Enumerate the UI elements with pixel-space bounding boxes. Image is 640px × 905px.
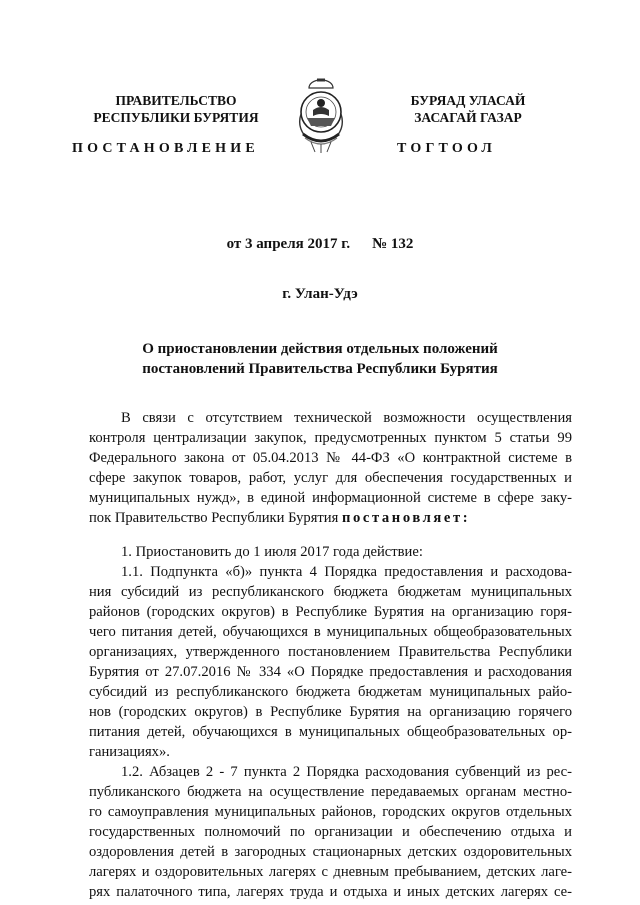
text-line: государственных полномочий по организации и обеспечению отдыха и [89, 824, 572, 840]
text-line: организациях, утвержденного постановлением Правительства Республики [89, 644, 572, 660]
header-right-line-1: БУРЯАД УЛАСАЙ [410, 93, 526, 108]
text-line: сфере закупок товаров, работ, услуг для обеспечения государственных и [89, 470, 572, 486]
text-line: 1.2. Абзацев 2 - 7 пункта 2 Порядка расходования субвенций из рес- [121, 764, 572, 780]
text-line: 1.1. Подпункта «б)» пункта 4 Порядка предоставления и расходова- [121, 564, 572, 580]
text-line: нов (городских округов) в Республике Бурятия на организацию горячего [89, 704, 572, 720]
resolves-colon: : [462, 510, 468, 526]
text-line: районов (городских округов) в Республике Бурятия на организацию горя- [89, 604, 572, 620]
text-line: лагерях и оздоровительных лагерях с дневным пребыванием, детских лаге- [89, 864, 572, 880]
header-right-block [358, 92, 578, 126]
text-line: В связи с отсутствием технической возможности осуществления [121, 410, 572, 426]
text-line: муниципальных нужд», в единой информационной системе в сфере заку- [89, 490, 572, 506]
text-line: субсидий из республиканского бюджета бюджетам муниципальных райо- [89, 684, 572, 700]
title-line-1: О приостановлении действия отдельных положений [142, 341, 498, 357]
preamble-end: пок Правительство Республики Бурятия [89, 510, 339, 526]
text-line: Бурятия от 27.07.2016 № 334 «О Порядке предоставления и расходования [89, 664, 572, 680]
item-1-1-paragraph [89, 562, 572, 762]
preamble-paragraph [89, 408, 572, 528]
text-line: чего питания детей, обучающихся в муниципальных общеобразовательных [89, 624, 572, 640]
text-line: ганизациях». [89, 744, 170, 760]
republic-emblem-icon [291, 78, 351, 154]
document-number: № 132 [372, 236, 414, 252]
document-title [0, 339, 640, 379]
header-left-line-2: РЕСПУБЛИКИ БУРЯТИЯ [93, 110, 259, 125]
text-line: оздоровления детей в загородных стационарных детских оздоровительных [89, 844, 572, 860]
item-1-paragraph [89, 542, 572, 562]
document-body [89, 408, 572, 902]
resolves-word: постановляет [341, 510, 463, 526]
text-line: питания детей, обучающихся в муниципальных общеобразовательных ор- [89, 724, 572, 740]
text-line: рях палаточного типа, лагерях труда и отдыха и иных детских лагерях се- [89, 884, 572, 900]
text-line: ния субсидий из республиканского бюджета бюджетам муниципальных [89, 584, 572, 600]
text-line: 1. Приостановить до 1 июля 2017 года действие: [121, 544, 423, 560]
text-line: го самоуправления муниципальных районов, городских округов отдельных [89, 804, 572, 820]
text-line: Федерального закона от 05.04.2013 № 44-ФЗ «О контрактной системе в [89, 450, 572, 466]
header-right-line-2: ЗАСАГАЙ ГАЗАР [414, 110, 522, 125]
doctype-left: ПОСТАНОВЛЕНИЕ [72, 141, 259, 156]
text-line-resolves [89, 508, 572, 528]
header-left-line-1: ПРАВИТЕЛЬСТВО [115, 93, 237, 108]
doctype-right: ТОГТООЛ [397, 141, 497, 156]
city-line: г. Улан-Удэ [282, 286, 358, 302]
text-line: публиканского бюджета на осуществление передаваемых органам местно- [89, 784, 572, 800]
title-line-2: постановлений Правительства Республики Бурятия [142, 361, 498, 377]
document-date: от 3 апреля 2017 г. [226, 236, 351, 252]
text-line: контроля централизации закупок, предусмотренных пунктом 5 статьи 99 [89, 430, 572, 446]
date-line [0, 236, 640, 253]
header-left-block [66, 92, 286, 126]
item-1-2-paragraph [89, 762, 572, 902]
